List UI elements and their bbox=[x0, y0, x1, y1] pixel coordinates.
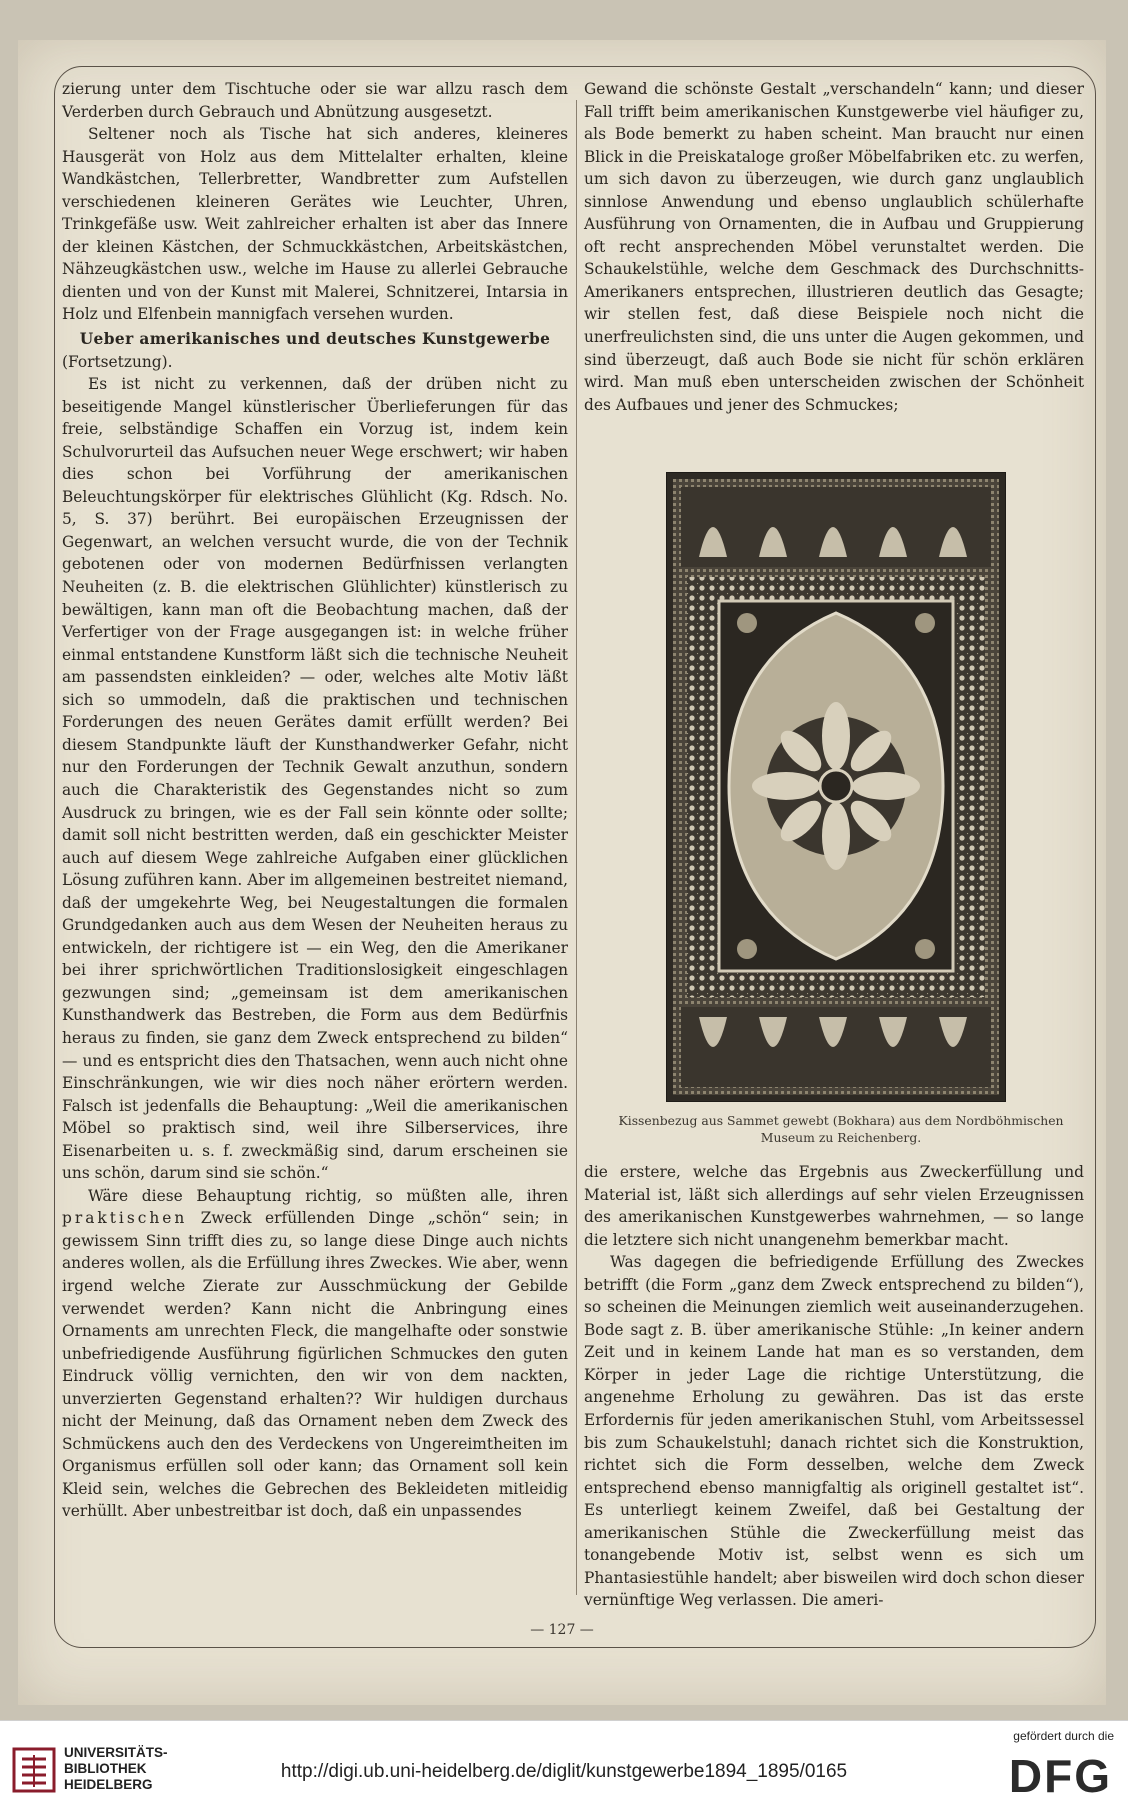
source-url-link[interactable]: http://digi.ub.uni-heidelberg.de/diglit/kunstgewerbe1894_1895/0165 bbox=[280, 1761, 848, 1782]
paragraph-article-body-1: Es ist nicht zu verkennen, daß der drüben nicht zu beseitigende Mangel künstlerischer Überlieferungen für das freie, selbständige Schaffen ein Vorzug ist, indem kein Schulvorurteil das Aufsuchen neuer Wege erschwert; wir haben dies schon bei Vorführung der amerikanischen Beleuchtungskörper für elektrisches Glühlicht (Kg. Rdsch. No. 5, S. 37) berührt. Bei europäischen Erzeugnissen der Gegenwart, an welchen versucht wurde, die von der Technik gebotenen oder von modernen Bedürfnissen verlangten Neuheiten (z. B. die elektrischen Glühlichter) künstlerisch zu bewältigen, kann man oft die Beobachtung machen, daß der Verfertiger von der Frage ausgegangen ist: in welche früher einmal entstandene Kunstform läßt sich die technische Neuheit am passendsten einkleiden? — oder, welches alte Motiv läßt sich so ummodeln, daß die praktischen und technischen Forderungen des neuen Gerätes damit erfüllt werden? Bei diesem Standpunkte läuft der Kunsthandwerker Gefahr, nicht nur den Forderungen der Technik Gewalt anzuthun, sondern auch die Charakteristik des Gegenstandes nicht so zum Ausdruck zu bringen, wie es der Fall sein könnte oder sollte; damit soll nicht bestritten werden, daß ein geschickter Meister auch auf diesem Wege zahlreiche Aufgaben einer glücklichen Lösung zuführen kann. Aber im allgemeinen bestreitet niemand, daß der umgekehrte Weg, bei Neugestaltungen die formalen Grundgedanken auch aus dem Wesen der Neuheiten heraus zu entwickeln, der richtigere ist — ein Weg, den die Amerikaner bei ihrer sprichwörtlichen Traditionslosigkeit eingeschlagen gezwungen sind; „gemeinsam ist dem amerikanischen Kunsthandwerk das Bestreben, die Form aus dem Bedürfnis heraus zu finden, sie ganz dem Zweck entsprechend zu bilden“ — und es entspricht dies den Thatsachen, wenn auch nicht ohne Einschränkungen, wie wir dies noch näher erörtern werden. Falsch ist jedenfalls die Behauptung: „Weil die amerikanischen Möbel so praktisch sind, weil ihre Silberservices, ihre Eisenarbeiten u. s. f. zweckmäßig sind, darum erscheinen sie uns schön, darum sind sie schön.“ bbox=[62, 375, 568, 1183]
caption-line-2: Museum zu Reichenberg. bbox=[760, 1130, 922, 1145]
right-column-top bbox=[584, 78, 1084, 416]
library-name-line-1: UNIVERSITÄTS- bbox=[64, 1745, 168, 1760]
paragraph-article-body-2 bbox=[62, 1185, 568, 1523]
article-continued-note: (Fortsetzung). bbox=[62, 352, 173, 371]
library-name-line-2: BIBLIOTHEK bbox=[64, 1761, 147, 1776]
paragraph-right-bottom-2: Was dagegen die befriedigende Erfüllung des Zweckes betrifft (die Form „ganz dem Zweck entsprechend zu bilden“), so scheinen die Meinungen ziemlich weit auseinanderzugehen. Bode sagt z. B. über amerikanische Stühle: „In keiner andern Zeit und in keinem Lande hat man es so verstanden, dem Körper in jeder Lage die richtige Unterstützung, die angenehme Erholung zu gewähren. Das ist das erste Erfordernis für jeden amerikanischen Stuhl, vom Arbeitssessel bis zum Schaukelstuhl; danach richtet sich die Konstruktion, richtet sich die Form desselben, welche dem Zweck entsprechend ebenso mannigfaltig als originell gestaltet ist“. Es unterliegt keinem Zweifel, daß bei Gestaltung der amerikanischen Stühle die Zweckerfüllung meist das tonangebende Motiv ist, selbst wenn es sich um Phantasiestühle handelt; aber bisweilen wird doch schon dieser vernünftige Weg verlassen. Die ameri- bbox=[584, 1253, 1084, 1610]
figure-caption bbox=[604, 1112, 1078, 1146]
left-column bbox=[62, 78, 568, 1523]
column-divider bbox=[576, 100, 577, 1595]
dfg-logo: DFG bbox=[1008, 1750, 1112, 1802]
carpet-illustration-icon bbox=[666, 472, 1006, 1102]
spaced-emphasis-word: praktischen bbox=[62, 1209, 188, 1228]
right-column-bottom bbox=[584, 1161, 1084, 1612]
paragraph-2-rest: Zweck erfüllenden Dinge „schön“ sein; in gewissem Sinn trifft dies zu, so lange diese Dinge auch nichts anderes wollen, als die Erfüllung ihres Zweckes. Wie aber, wenn irgend welche Zierate zur Ausschmückung der Gebilde verwendet werden? Kann nicht die Anbringung eines Ornaments am unrechten Fleck, die mangelhafte oder sonstwie unbefriedigende Ausführung figürlichen Schmuckes den guten Eindruck völlig vernichten, den wir von dem nackten, unverzierten Gegenstand erhalten?? Wir huldigen durchaus nicht der Meinung, daß das Ornament neben dem Zweck des Schmückens auch den des Verdeckens von Ungereimtheiten im Organismus erfüllen soll oder kann; das Ornament soll kein Kleid sein, welches die Gebrechen des Bekleideten mitleidig verhüllt. Aber unbestreitbar ist doch, daß ein unpassendes bbox=[62, 1209, 568, 1521]
paragraph-right-bottom-1: die erstere, welche das Ergebnis aus Zweckerfüllung und Material ist, läßt sich allerdings auf sehr vielen Erzeugnissen des amerikanischen Kunstgewerbes wahrnehmen, — so lange die letztere sich nicht unangenehm bemerkbar macht. bbox=[584, 1163, 1084, 1249]
article-heading: Ueber amerikanisches und deutsches Kunstgewerbe bbox=[79, 330, 551, 349]
paragraph-2-start: Wäre diese Behauptung richtig, so müßten alle, ihren bbox=[88, 1186, 568, 1205]
funding-note: gefördert durch die bbox=[1013, 1729, 1114, 1743]
paragraph-right-top: Gewand die schönste Gestalt „verschandeln“ kann; und dieser Fall trifft beim amerikanischen Kunstgewerbe viel häufiger zu, als Bode bemerkt zu haben scheint. Man braucht nur einen Blick in die Preiskataloge großer Möbelfabriken etc. zu werfen, um sich davon zu überzeugen, wie durch ganz unglaublich sinnlose Anwendung und ebenso unglaublich schülerhafte Ausführung von Ornamenten, die in Aufbau und Gruppierung oft recht ansprechenden Möbel verunstaltet werden. Die Schaukelstühle, welche dem Geschmack des Durchschnitts-Amerikaners entsprechen, illustrieren deutlich das Gesagte; wir stellen fest, daß diese Beispiele noch nicht die unerfreulichsten sind, die uns unter die Augen gekommen, und sind überzeugt, daß auch Bode sie nicht für schön erklären wird. Man muß eben unterscheiden zwischen der Schönheit des Aufbaues und jener des Schmuckes; bbox=[584, 80, 1084, 414]
digitization-footer bbox=[0, 1720, 1128, 1815]
carpet-illustration-svg bbox=[667, 473, 1005, 1101]
paragraph-intro: zierung unter dem Tischtuche oder sie war allzu rasch dem Verderben durch Gebrauch und Abnützung ausgesetzt. bbox=[62, 80, 568, 121]
paragraph-household-goods: Seltener noch als Tische hat sich anderes, kleineres Hausgerät von Holz aus dem Mittelalter erhalten, kleine Wandkästchen, Tellerbretter, Wandbretter zum Aufstellen verschiedenen kleineren Gerätes wie Leuchter, Uhren, Trinkgefäße usw. Weit zahlreicher erhalten ist aber das Innere der kleinen Kästchen, der Schmuckkästchen, Arbeitskästchen, Nähzeugkästchen usw., welche im Hause zu allerlei Gebrauche dienten und von der Kunst mit Malerei, Schnitzerei, Intarsia in Holz und Elfenbein mannigfach versehen wurden. bbox=[62, 125, 568, 324]
scanned-page bbox=[18, 40, 1106, 1705]
caption-line-1: Kissenbezug aus Sammet gewebt (Bokhara) aus dem Nordböhmischen bbox=[618, 1113, 1064, 1128]
library-name-line-3: HEIDELBERG bbox=[64, 1777, 153, 1792]
page-number: — 127 — bbox=[530, 1622, 594, 1638]
